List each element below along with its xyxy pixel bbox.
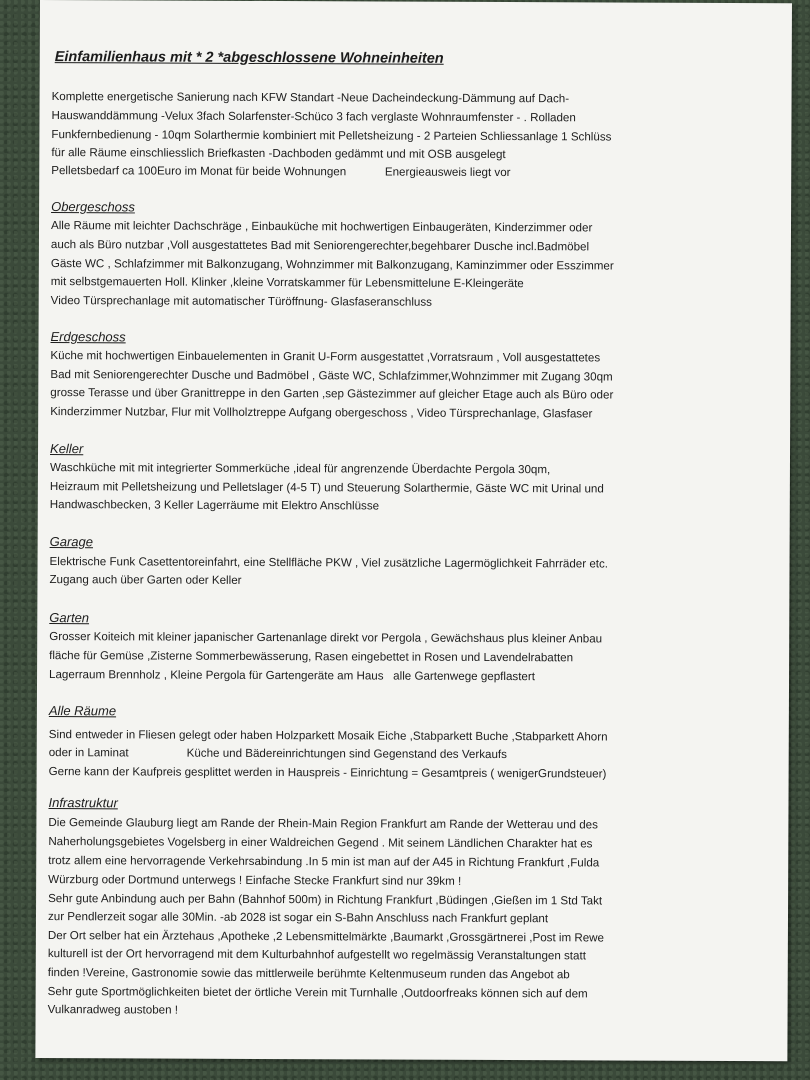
section-line: Handwaschbecken, 3 Keller Lagerräume mit Elektro Anschlüsse bbox=[49, 498, 380, 513]
section-line: Grosser Koiteich mit kleiner japanischer Gartenanlage direkt vor Pergola , Gewächshaus plus kleiner Anbau bbox=[49, 630, 603, 646]
section-heading-garage: Garage bbox=[49, 534, 94, 550]
document-title: Einfamilienhaus mit * 2 *abgeschlossene Wohneinheiten bbox=[54, 49, 444, 67]
section-line: auch als Büro nutzbar ,Voll ausgestattetes Bad mit Seniorengerechter,begehbarer Dusche incl.Badmöbel bbox=[50, 238, 590, 254]
section-line: Alle Räume mit leichter Dachschräge , Einbauküche mit hochwertigen Einbaugeräten, Kinderzimmer oder bbox=[50, 219, 593, 235]
section-line: Würzburg oder Dortmund unterwegs ! Einfache Stecke Frankfurt sind nur 39km ! bbox=[48, 873, 462, 888]
section-line: grosse Terasse und über Granittreppe in den Garten ,sep Gästezimmer auf gleicher Etage auch als Büro oder bbox=[50, 386, 614, 402]
section-line: zur Pendlerzeit sogar alle 30Min. -ab 2028 ist sogar ein S-Bahn Anschluss nach Frankfurt geplant bbox=[47, 910, 549, 926]
section-line: Sehr gute Sportmöglichkeiten bietet der örtliche Verein mit Turnhalle ,Outdoorfreaks können sich auf dem bbox=[47, 985, 588, 1001]
intro-line: Funkfernbedienung - 10qm Solarthermie kombiniert mit Pelletsheizung - 2 Parteien Schliessanlage 1 Schlüss bbox=[51, 128, 612, 144]
section-line: Küche mit hochwertigen Einbauelementen in Granit U-Form ausgestattet ,Vorratsraum , Voll ausgestattetes bbox=[50, 349, 601, 365]
section-line: Heizraum mit Pelletsheizung und Pelletslager (4-5 T) und Steuerung Solarthermie, Gäste WC mit Urinal und bbox=[49, 480, 604, 496]
section-line: kulturell ist der Ort hervorragend mit dem Kulturbahnhof aufgestellt wo regelmässig Veranstaltungen statt bbox=[47, 947, 586, 963]
section-line: Gerne kann der Kaufpreis gesplittet werden in Hauspreis - Einrichtung = Gesamtpreis ( wenigerGrundsteuer) bbox=[48, 765, 607, 781]
section-line: Elektrische Funk Casettentoreinfahrt, eine Stellfläche PKW , Viel zusätzliche Lagermöglichkeit Fahrräder etc. bbox=[49, 555, 609, 571]
section-line: Naherholungsgebietes Vogelsberg in einer Waldreichen Gegend . Mit seinem Ländlichen Charakter hat es bbox=[48, 835, 593, 851]
section-heading-garten: Garten bbox=[49, 610, 90, 626]
section-line: Sehr gute Anbindung auch per Bahn (Bahnhof 500m) in Richtung Frankfurt ,Büdingen ,Gießen im 1 Std Takt bbox=[48, 892, 603, 908]
section-line: Waschküche mit mit integrierter Sommerküche ,ideal für angrenzende Überdachte Pergola 30qm, bbox=[49, 461, 551, 477]
section-line: oder in Laminat Küche und Bädereinrichtungen sind Gegenstand des Verkaufs bbox=[48, 746, 507, 762]
section-heading-infrastruktur: Infrastruktur bbox=[48, 795, 118, 811]
section-line: Der Ort selber hat ein Ärztehaus ,Apotheke ,2 Lebensmittelmärkte ,Baumarkt ,Grossgärtnerei ,Post im Rewe bbox=[47, 929, 605, 945]
section-heading-keller: Keller bbox=[50, 441, 84, 457]
intro-line: Komplette energetische Sanierung nach KFW Standart -Neue Dacheindeckung-Dämmung auf Dach- bbox=[51, 90, 570, 106]
intro-line: Hauswanddämmung -Velux 3fach Solarfenster-Schüco 3 fach verglaste Wohnraumfenster - . Rolladen bbox=[51, 109, 576, 125]
section-heading-erdgeschoss: Erdgeschoss bbox=[50, 329, 126, 345]
section-line: Sind entweder in Fliesen gelegt oder haben Holzparkett Mosaik Eiche ,Stabparkett Buche ,Stabparkett Ahorn bbox=[48, 728, 608, 744]
section-line: Bad mit Seniorengerechter Dusche und Badmöbel , Gäste WC, Schlafzimmer,Wohnzimmer mit Zugang 30qm bbox=[50, 368, 613, 384]
document-page bbox=[35, 0, 792, 1061]
section-line: Vulkanradweg austoben ! bbox=[47, 1003, 179, 1017]
section-line: fläche für Gemüse ,Zisterne Sommerbewässerung, Rasen eingebettet in Rosen und Lavendelrabatten bbox=[49, 649, 574, 665]
section-line: Kinderzimmer Nutzbar, Flur mit Vollholztreppe Aufgang obergeschoss , Video Türsprechanlage, Glasfaser bbox=[50, 405, 593, 421]
section-line: finden !Vereine, Gastronomie sowie das mittlerweile berühmte Keltenmuseum runden das Angebot ab bbox=[47, 966, 570, 982]
intro-line: Pelletsbedarf ca 100Euro im Monat für beide Wohnungen Energieausweis liegt vor bbox=[51, 164, 511, 180]
section-line: Video Türsprechanlage mit automatischer Türöffnung- Glasfaseranschluss bbox=[50, 294, 433, 309]
section-line: mit selbstgemauerten Holl. Klinker ,kleine Vorratskammer für Lebensmittelune E-Kleingeräte bbox=[50, 275, 524, 291]
section-line: Die Gemeinde Glauburg liegt am Rande der Rhein-Main Region Frankfurt am Rande der Wetterau und des bbox=[48, 816, 598, 832]
section-line: Zugang auch über Garten oder Keller bbox=[49, 573, 242, 587]
section-line: Gäste WC , Schlafzimmer mit Balkonzugang, Wohnzimmer mit Balkonzugang, Kaminzimmer oder Esszimmer bbox=[50, 257, 614, 273]
section-heading-obergeschoss: Obergeschoss bbox=[51, 199, 135, 215]
intro-line: für alle Räume einschliesslich Briefkasten -Dachboden gedämmt und mit OSB ausgelegt bbox=[51, 146, 506, 162]
section-heading-alle-raeume: Alle Räume bbox=[48, 703, 117, 719]
section-line: Lagerraum Brennholz , Kleine Pergola für Gartengeräte am Haus alle Gartenwege gepflastert bbox=[49, 668, 536, 684]
section-line: trotz allem eine hervorragende Verkehrsabindung .In 5 min ist man auf der A45 in Richtung Frankfurt ,Fulda bbox=[48, 854, 600, 870]
